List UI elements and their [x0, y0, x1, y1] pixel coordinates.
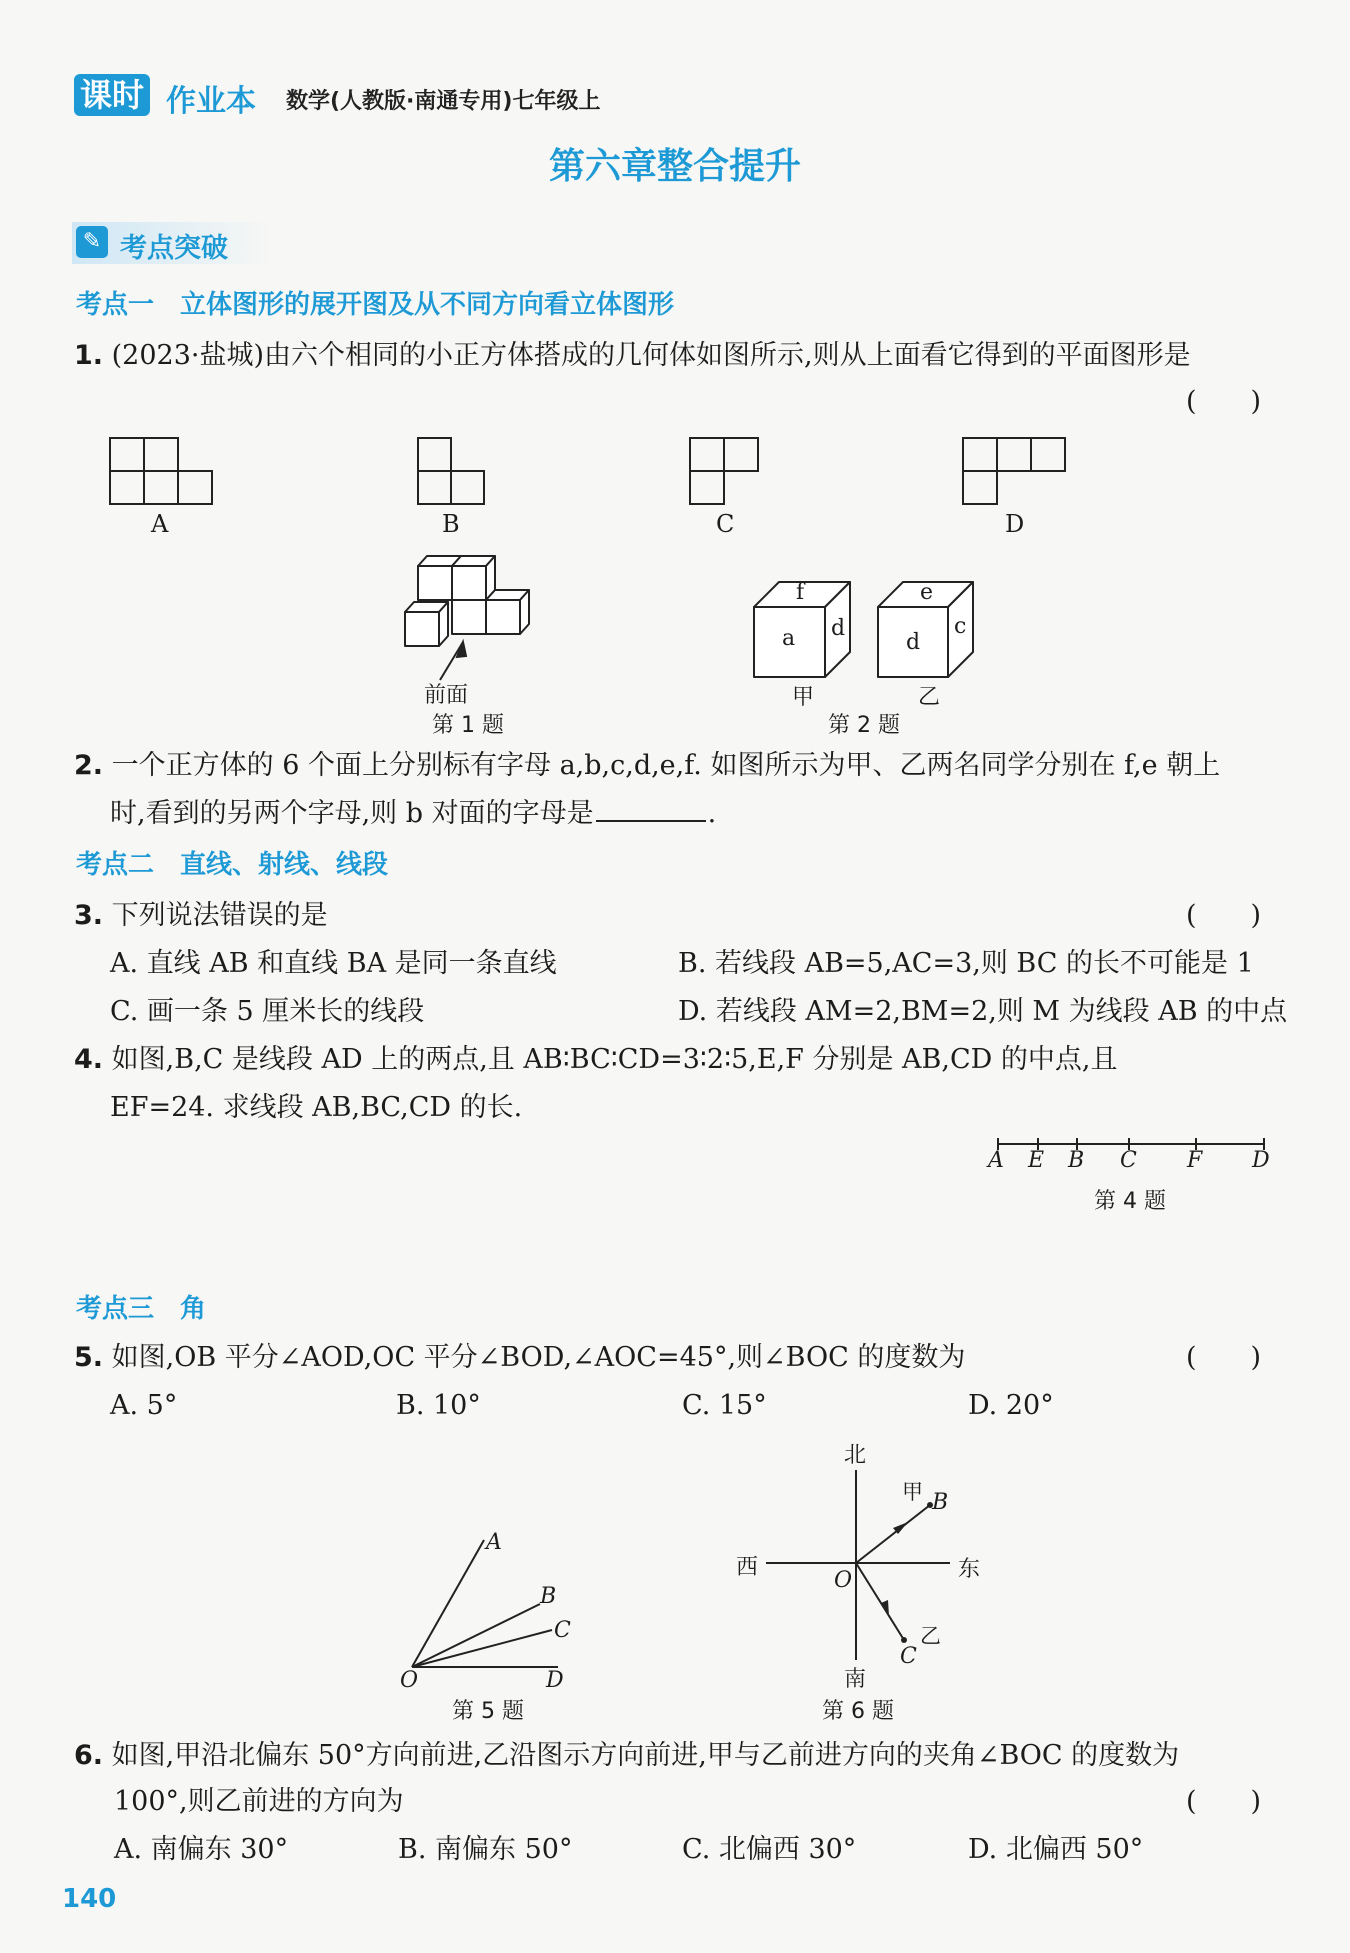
q6-option-a[interactable]: A. 南偏东 30° — [114, 1834, 289, 1865]
q2-number: 2. — [74, 750, 104, 781]
q6-answer-paren[interactable]: ( ) — [1186, 1786, 1262, 1817]
fig6-east: 东 — [958, 1557, 981, 1582]
q5-answer-paren[interactable]: ( ) — [1186, 1342, 1262, 1373]
q3-option-d[interactable]: D. 若线段 AM=2,BM=2,则 M 为线段 AB 的中点 — [678, 996, 1288, 1027]
fig2-cube-a-front: a — [782, 626, 796, 651]
q6-option-d[interactable]: D. 北偏西 50° — [968, 1834, 1144, 1865]
q5-text: 如图,OB 平分∠AOD,OC 平分∠BOD,∠AOC=45°,则∠BOC 的度数为 — [111, 1342, 966, 1373]
fig2-cube-b-front: d — [906, 630, 921, 655]
q5-option-d[interactable]: D. 20° — [968, 1390, 1054, 1421]
q2-line2-end: . — [707, 798, 717, 829]
q4-number: 4. — [74, 1044, 104, 1075]
fig2-cube-a-side: d — [831, 616, 846, 641]
q4-line2: EF=24. 求线段 AB,BC,CD 的长. — [110, 1092, 523, 1123]
brand-text: 作业本 — [166, 84, 256, 119]
pen-check-icon: ✎ — [76, 226, 108, 258]
q6-line1-text: 如图,甲沿北偏东 50°方向前进,乙沿图示方向前进,甲与乙前进方向的夹角∠BOC 的度数为 — [111, 1740, 1180, 1771]
fig4-caption: 第 4 题 — [1094, 1189, 1166, 1214]
fig2-cube-b-side: c — [954, 614, 967, 639]
q1-option-b-label[interactable]: B — [442, 510, 460, 538]
fig6-label-b: B — [932, 1490, 949, 1515]
fig1-caption: 第 1 题 — [432, 713, 504, 738]
chapter-title: 第六章整合提升 — [548, 146, 801, 187]
fig5-label-c: C — [554, 1618, 571, 1643]
page-number: 140 — [62, 1884, 117, 1914]
q1-answer-paren[interactable]: ( ) — [1186, 386, 1262, 417]
fig5-caption: 第 5 题 — [452, 1699, 524, 1724]
book-title: 数学(人教版·南通专用)七年级上 — [286, 89, 601, 114]
fig6-south: 南 — [844, 1667, 867, 1692]
q5-option-c[interactable]: C. 15° — [682, 1390, 767, 1421]
fig2-cube-b-top: e — [920, 580, 934, 605]
fig6-north: 北 — [844, 1443, 867, 1468]
q1-option-c-label[interactable]: C — [716, 510, 735, 538]
q6-option-b[interactable]: B. 南偏东 50° — [398, 1834, 573, 1865]
fig4-point-e: E — [1028, 1148, 1045, 1173]
brand-logo-text: 课时 — [80, 76, 145, 114]
q5-option-b[interactable]: B. 10° — [396, 1390, 481, 1421]
q6-line1 — [74, 1738, 1314, 1774]
kp1-heading: 考点一 立体图形的展开图及从不同方向看立体图形 — [76, 290, 675, 320]
fig4-point-c: C — [1120, 1148, 1137, 1173]
kp3-heading: 考点三 角 — [76, 1294, 207, 1324]
q3-text: 下列说法错误的是 — [111, 900, 328, 931]
q3-option-a[interactable]: A. 直线 AB 和直线 BA 是同一条直线 — [110, 948, 557, 979]
q2-line1-text: 一个正方体的 6 个面上分别标有字母 a,b,c,d,e,f. 如图所示为甲、乙两名同学分别在 f,e 朝上 — [111, 750, 1221, 781]
fig5-label-b: B — [540, 1584, 557, 1609]
q3-answer-paren[interactable]: ( ) — [1186, 900, 1262, 931]
q6-option-c[interactable]: C. 北偏西 30° — [682, 1834, 857, 1865]
fig4-point-f: F — [1187, 1148, 1203, 1173]
q5-number: 5. — [74, 1342, 104, 1373]
q3-option-b[interactable]: B. 若线段 AB=5,AC=3,则 BC 的长不可能是 1 — [678, 948, 1254, 979]
q1-text: (2023·盐城)由六个相同的小正方体搭成的几何体如图所示,则从上面看它得到的平面图形是 — [111, 340, 1191, 371]
fig2-cube-a-top: f — [796, 580, 805, 605]
fig6-label-o: O — [834, 1568, 853, 1593]
section-title: 考点突破 — [120, 233, 228, 264]
q4-line1-text: 如图,B,C 是线段 AD 上的两点,且 AB∶BC∶CD=3∶2∶5,E,F 分别是 AB,CD 的中点,且 — [111, 1044, 1118, 1075]
q5-option-a[interactable]: A. 5° — [110, 1390, 178, 1421]
q6-number: 6. — [74, 1740, 104, 1771]
fig6-label-jia: 甲 — [902, 1480, 923, 1504]
fig6-label-c: C — [900, 1644, 917, 1669]
q2-line2-text: 时,看到的另两个字母,则 b 对面的字母是 — [110, 798, 594, 829]
fig5-label-a: A — [486, 1530, 502, 1555]
fig6-label-yi: 乙 — [920, 1624, 941, 1648]
fig2-cube-b-name: 乙 — [918, 685, 941, 710]
fig4-point-d: D — [1252, 1148, 1270, 1173]
fig6-caption: 第 6 题 — [822, 1699, 894, 1724]
fig5-label-o: O — [400, 1668, 419, 1693]
q1-option-a-label[interactable]: A — [151, 510, 169, 538]
fig2-cube-a-name: 甲 — [792, 685, 815, 710]
q1-number: 1. — [74, 340, 104, 371]
q1-option-d-label[interactable]: D — [1005, 510, 1025, 538]
fig5-label-d: D — [546, 1668, 564, 1693]
fig4-point-b: B — [1068, 1148, 1085, 1173]
fig6-west: 西 — [736, 1555, 759, 1580]
q3-option-c[interactable]: C. 画一条 5 厘米长的线段 — [110, 996, 425, 1027]
q3-number: 3. — [74, 900, 104, 931]
fig1-front-label: 前面 — [424, 683, 469, 708]
kp2-heading: 考点二 直线、射线、线段 — [76, 850, 389, 880]
q6-line2: 100°,则乙前进的方向为 — [114, 1786, 404, 1817]
fig2-caption: 第 2 题 — [828, 713, 900, 738]
fig4-point-a: A — [988, 1148, 1004, 1173]
